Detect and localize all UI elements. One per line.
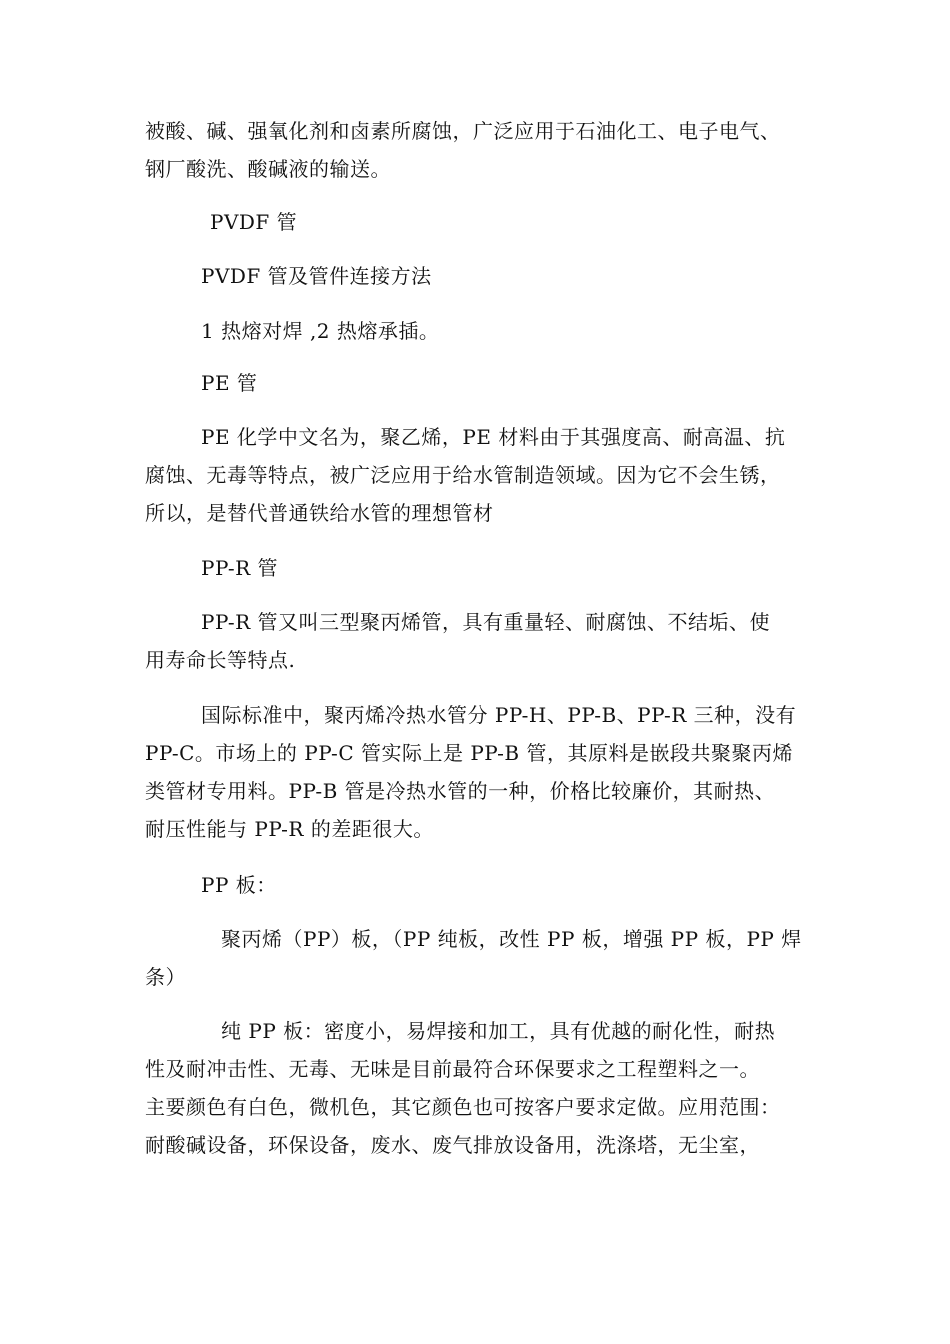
text-line: 被酸、碱、强氧化剂和卤素所腐蚀，广泛应用于石油化工、电子电气、 [145,119,781,143]
text-line: 主要颜色有白色，微机色，其它颜色也可按客户要求定做。应用范围： [145,1095,781,1119]
paragraph-ppr [145,603,815,679]
text-line: 条） [145,965,186,989]
text-line: 纯 PP 板：密度小，易焊接和加工，具有优越的耐化性，耐热 [221,1019,776,1043]
text-line: 性及耐冲击性、无毒、无味是目前最符合环保要求之工程塑料之一。 [145,1057,760,1081]
text-line: 耐压性能与 PP-R 的差距很大。 [145,817,434,841]
heading-text: PE 管 [201,371,258,395]
text-line: 国际标准中，聚丙烯冷热水管分 PP-H、PP-B、PP-R 三种，没有 [201,703,797,727]
paragraph-pp-board [145,920,815,996]
text-line: 1 热熔对焊 ,2 热熔承插。 [201,319,440,343]
text-line: PVDF 管及管件连接方法 [201,264,432,288]
heading-pp-board [145,866,815,904]
heading-ppr [145,549,815,587]
heading-text: PVDF 管 [210,210,298,234]
text-line: 腐蚀、无毒等特点，被广泛应用于给水管制造领域。因为它不会生锈， [145,463,781,487]
paragraph-pe [145,418,815,532]
heading-text: PP 板： [201,873,277,897]
paragraph-international-standard [145,696,815,848]
text-line: PE 化学中文名为，聚乙烯，PE 材料由于其强度高、耐高温、抗 [201,425,786,449]
text-line: 用寿命长等特点. [145,648,296,672]
text-line: PP-C。市场上的 PP-C 管实际上是 PP-B 管，其原料是嵌段共聚聚丙烯 [145,741,793,765]
text-line: 所以，是替代普通铁给水管的理想管材 [145,501,494,525]
heading-pvdf [145,203,815,241]
paragraph-acid-resistance [145,112,815,188]
paragraph-pvdf-method [145,257,815,295]
heading-text: PP-R 管 [201,556,278,580]
text-line: 钢厂酸洗、酸碱液的输送。 [145,157,391,181]
text-line: 耐酸碱设备，环保设备，废水、废气排放设备用，洗涤塔，无尘室， [145,1133,760,1157]
paragraph-pure-pp-board [145,1012,815,1164]
paragraph-pvdf-list [145,312,815,350]
text-line: PP-R 管又叫三型聚丙烯管，具有重量轻、耐腐蚀、不结垢、使 [201,610,770,634]
heading-pe [145,364,815,402]
text-line: 聚丙烯（PP）板，（PP 纯板，改性 PP 板，增强 PP 板，PP 焊 [221,927,802,951]
text-line: 类管材专用料。PP-B 管是冷热水管的一种，价格比较廉价，其耐热、 [145,779,776,803]
